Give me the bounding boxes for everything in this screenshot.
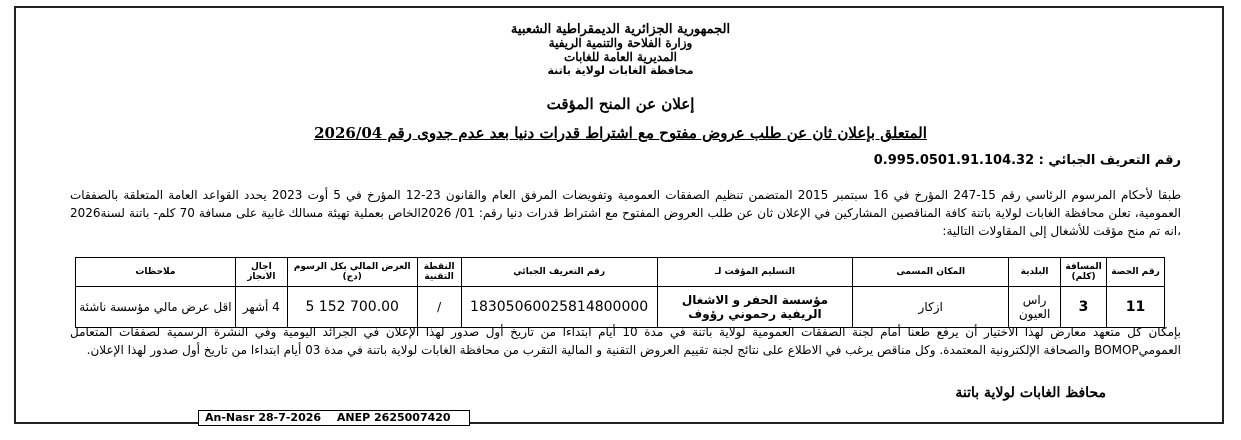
cell-awardee: مؤسسة الحفر و الاشغال الريفية رحموني رؤوف <box>657 287 853 328</box>
header-ministry: وزارة الفلاحة والتنمية الريفية <box>548 36 693 50</box>
closing-paragraph: بإمكان كل متعهد معارض لهذا الاختيار أن يرفع طعنا أمام لجنة الصفقات العمومية لولاية باتنة في مدة 10 أيام ابتداءا من تاريخ أول صدور لهذا الإعلان في الجرائد اليومية وفي النشرة الرسمية لصفقات المتعامل العموميBOMOP والصحافة الإلكترونية المعتمدة. وكل مناقص يرغب في الاطلاع على نتائج لجنة تقييم العروض التقنية و المالية التقرب من محافظة الغابات لولاية باتنة في مدة 03 أيام ابتداءا من تاريخ أول صدور لهذا الإعلان. <box>70 325 1181 357</box>
header-conservation: محافظة الغابات لولاية باتنة <box>547 64 694 77</box>
header-financial-offer: العرض المالي بكل الرسوم (دج) <box>287 258 417 287</box>
header-lot: رقم الحصة <box>1107 258 1165 287</box>
cell-lot: 11 <box>1107 287 1165 328</box>
header-republic: الجمهورية الجزائرية الديمقراطية الشعبية <box>510 22 731 37</box>
header-notes: ملاحظات <box>76 258 236 287</box>
header-place: المكان المسمى <box>853 258 1009 287</box>
header-commune: البلدية <box>1009 258 1061 287</box>
header-duration: اجال الانجاز <box>235 258 287 287</box>
newspaper-ref: An-Nasr 28-7-2026 <box>205 411 322 424</box>
announcement-subtitle: المتعلق بإعلان ثان عن طلب عروض مفتوح مع اشتراط قدرات دنيا بعد عدم جدوى رقم 2026/04 <box>314 124 927 142</box>
cell-duration: 4 أشهر <box>235 287 287 328</box>
tax-id-line <box>874 153 1181 168</box>
cell-notes: اقل عرض مالي مؤسسة ناشئة <box>76 287 236 328</box>
header-tax-id: رقم التعريف الجبائي <box>461 258 657 287</box>
publication-footer <box>198 410 470 426</box>
tax-id-label: رقم التعريف الجبائي : <box>1038 153 1181 168</box>
header-technical-score: النقطة التقنية <box>417 258 461 287</box>
cell-tax-id: 18305060025814800000 <box>461 287 657 328</box>
cell-technical-score: / <box>417 287 461 328</box>
tax-id-value: 0.995.0501.91.104.32 <box>873 153 1035 168</box>
award-table <box>75 257 1165 328</box>
announcement-title: إعلان عن المنح المؤقت <box>546 95 695 113</box>
header-distance: المسافة (كلم) <box>1061 258 1107 287</box>
cell-distance: 3 <box>1061 287 1107 328</box>
cell-financial-offer: 5 152 700.00 <box>287 287 417 328</box>
cell-commune: راس العيون <box>1009 287 1061 328</box>
intro-paragraph: طبقا لأحكام المرسوم الرئاسي رقم 15-247 المؤرخ في 16 سبتمبر 2015 المتضمن تنظيم الصفقات العمومية وتفويضات المرفق العام والقانون 23-12 المؤرخ في 5 أوت 2023 يحدد القواعد العامة المتعلقة بالصفقات العمومية، تعلن محافظة الغابات لولاية باتنة كافة المناقصين المشاركين في الإعلان ثان عن طلب العروض المفتوح مع اشتراط قدرات دنيا رقم: 01/ 2026الخاص بعملية تهيئة مسالك غابية على مسافة 70 كلم- باتنة لسنة2026 ،انه تم منح مؤقت للأشغال إلى المقاولات التالية: <box>70 188 1182 238</box>
cell-place: ازكار <box>853 287 1009 328</box>
anep-ref: ANEP 2625007420 <box>336 411 451 424</box>
table-header-row <box>76 258 1165 287</box>
header-awardee: التسليم المؤقت لـ <box>657 258 853 287</box>
header-directorate: المديرية العامة للغابات <box>564 50 677 64</box>
signature: محافظ الغابات لولاية باتنة <box>955 385 1106 401</box>
table-row <box>76 287 1165 328</box>
